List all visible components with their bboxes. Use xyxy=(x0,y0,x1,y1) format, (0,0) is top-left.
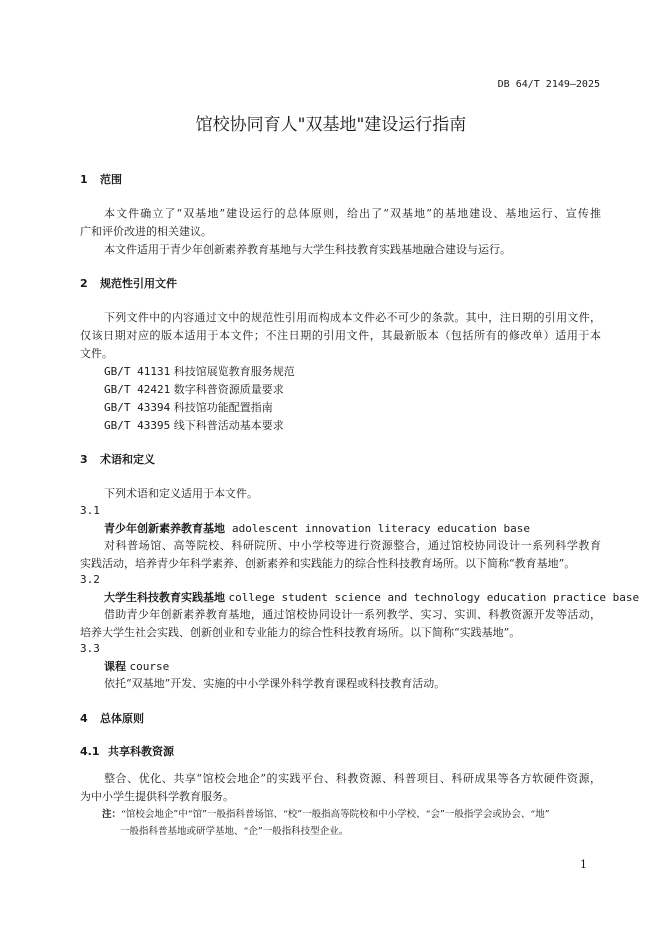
section-heading-general-principles xyxy=(80,710,144,726)
reference-code: GB/T 43394 xyxy=(104,401,171,414)
section-heading-normative-references xyxy=(80,275,177,291)
scope-applicability: 本文件适用于青少年创新素养教育基地与大学生科技教育实践基地融合建设与运行。 xyxy=(104,243,511,256)
reference-name: 科技馆展览教育服务规范 xyxy=(173,365,295,378)
section-number: 2 xyxy=(80,277,88,290)
references-paragraph-line: 仅该日期对应的版本适用于本文件；不注日期的引用文件，其最新版本（包括所有的修改单）适用于本 xyxy=(80,329,601,342)
references-paragraph-line: 下列文件中的内容通过文中的规范性引用而构成本文件必不可少的条款。其中，注日期的引用文件， xyxy=(104,311,601,324)
term-definition-line: 对科普场馆、高等院校、科研院所、中小学校等进行资源整合，通过馆校协同设计一系列科学教育 xyxy=(104,539,601,552)
section-title: 范围 xyxy=(100,173,122,186)
term-entry xyxy=(104,589,639,605)
note-text-line: “馆校会地企”中“馆”一般指科普场馆、“校”一般指高等院校和中小学校、“会”一般指学会或协会、“地” xyxy=(121,809,550,820)
subsection-number: 4.1 xyxy=(80,745,100,758)
term-zh: 大学生科技教育实践基地 xyxy=(104,591,225,604)
section-number: 3 xyxy=(80,453,88,466)
principle-paragraph-line: 为中小学生提供科学教育服务。 xyxy=(80,790,234,803)
reference-code: GB/T 41131 xyxy=(104,365,171,378)
page-title: 馆校协同育人"双基地"建设运行指南 xyxy=(195,115,467,135)
reference-item xyxy=(104,399,273,415)
term-en: college student science and technology education practice base xyxy=(228,591,640,604)
reference-name: 科技馆功能配置指南 xyxy=(173,401,273,414)
term-definition-line: 借助青少年创新素养教育基地，通过馆校协同设计一系列教学、实习、实训、科教资源开发等活动， xyxy=(104,608,601,621)
term-definition-line: 培养大学生社会实践、创新创业和专业能力的综合性科技教育场所。以下简称“实践基地”。 xyxy=(80,626,521,639)
term-en: course xyxy=(129,660,170,673)
subsection-title: 共享科教资源 xyxy=(108,745,174,758)
section-heading-scope xyxy=(80,171,122,187)
term-zh: 青少年创新素养教育基地 xyxy=(104,522,225,535)
reference-code: GB/T 43395 xyxy=(104,419,171,432)
section-number: 1 xyxy=(80,173,88,186)
reference-item xyxy=(104,381,284,397)
term-number: 3.3 xyxy=(80,642,100,655)
term-number: 3.2 xyxy=(80,573,100,586)
subsection-heading-share-resources xyxy=(80,743,174,759)
terms-intro: 下列术语和定义适用于本文件。 xyxy=(104,487,258,500)
reference-item xyxy=(104,417,284,433)
section-title: 术语和定义 xyxy=(100,453,155,466)
term-en: adolescent innovation literacy education base xyxy=(232,522,531,535)
document-code: DB 64/T 2149—2025 xyxy=(497,79,600,90)
reference-name: 线下科普活动基本要求 xyxy=(173,419,284,432)
term-number: 3.1 xyxy=(80,504,100,517)
term-definition-line: 依托“双基地”开发、实施的中小学课外科学教育课程或科技教育活动。 xyxy=(104,677,446,690)
section-title: 规范性引用文件 xyxy=(100,277,177,290)
term-definition-line: 实践活动，培养青少年科学素养、创新素养和实践能力的综合性科技教育场所。以下简称“教育基地”。 xyxy=(80,557,576,570)
scope-paragraph-line: 本文件确立了“双基地”建设运行的总体原则，给出了“双基地”的基地建设、基地运行、宣传推 xyxy=(104,207,601,220)
note-text-line: 一般指科普基地或研学基地、“企”一般指科技型企业。 xyxy=(120,826,349,837)
reference-code: GB/T 42421 xyxy=(104,383,171,396)
reference-item xyxy=(104,363,295,379)
scope-paragraph-line: 广和评价改进的相关建议。 xyxy=(80,225,212,238)
page-number: 1 xyxy=(580,858,587,871)
note xyxy=(102,806,550,820)
term-zh: 课程 xyxy=(104,660,126,673)
term-entry xyxy=(104,658,169,674)
note-label: 注： xyxy=(102,809,122,820)
section-title: 总体原则 xyxy=(100,712,144,725)
references-paragraph-line: 文件。 xyxy=(80,347,113,360)
section-number: 4 xyxy=(80,712,88,725)
principle-paragraph-line: 整合、优化、共享“馆校会地企”的实践平台、科教资源、科普项目、科研成果等各方软硬件资源， xyxy=(104,772,601,785)
section-heading-terms xyxy=(80,451,155,467)
term-entry xyxy=(104,520,530,536)
reference-name: 数字科普资源质量要求 xyxy=(173,383,284,396)
